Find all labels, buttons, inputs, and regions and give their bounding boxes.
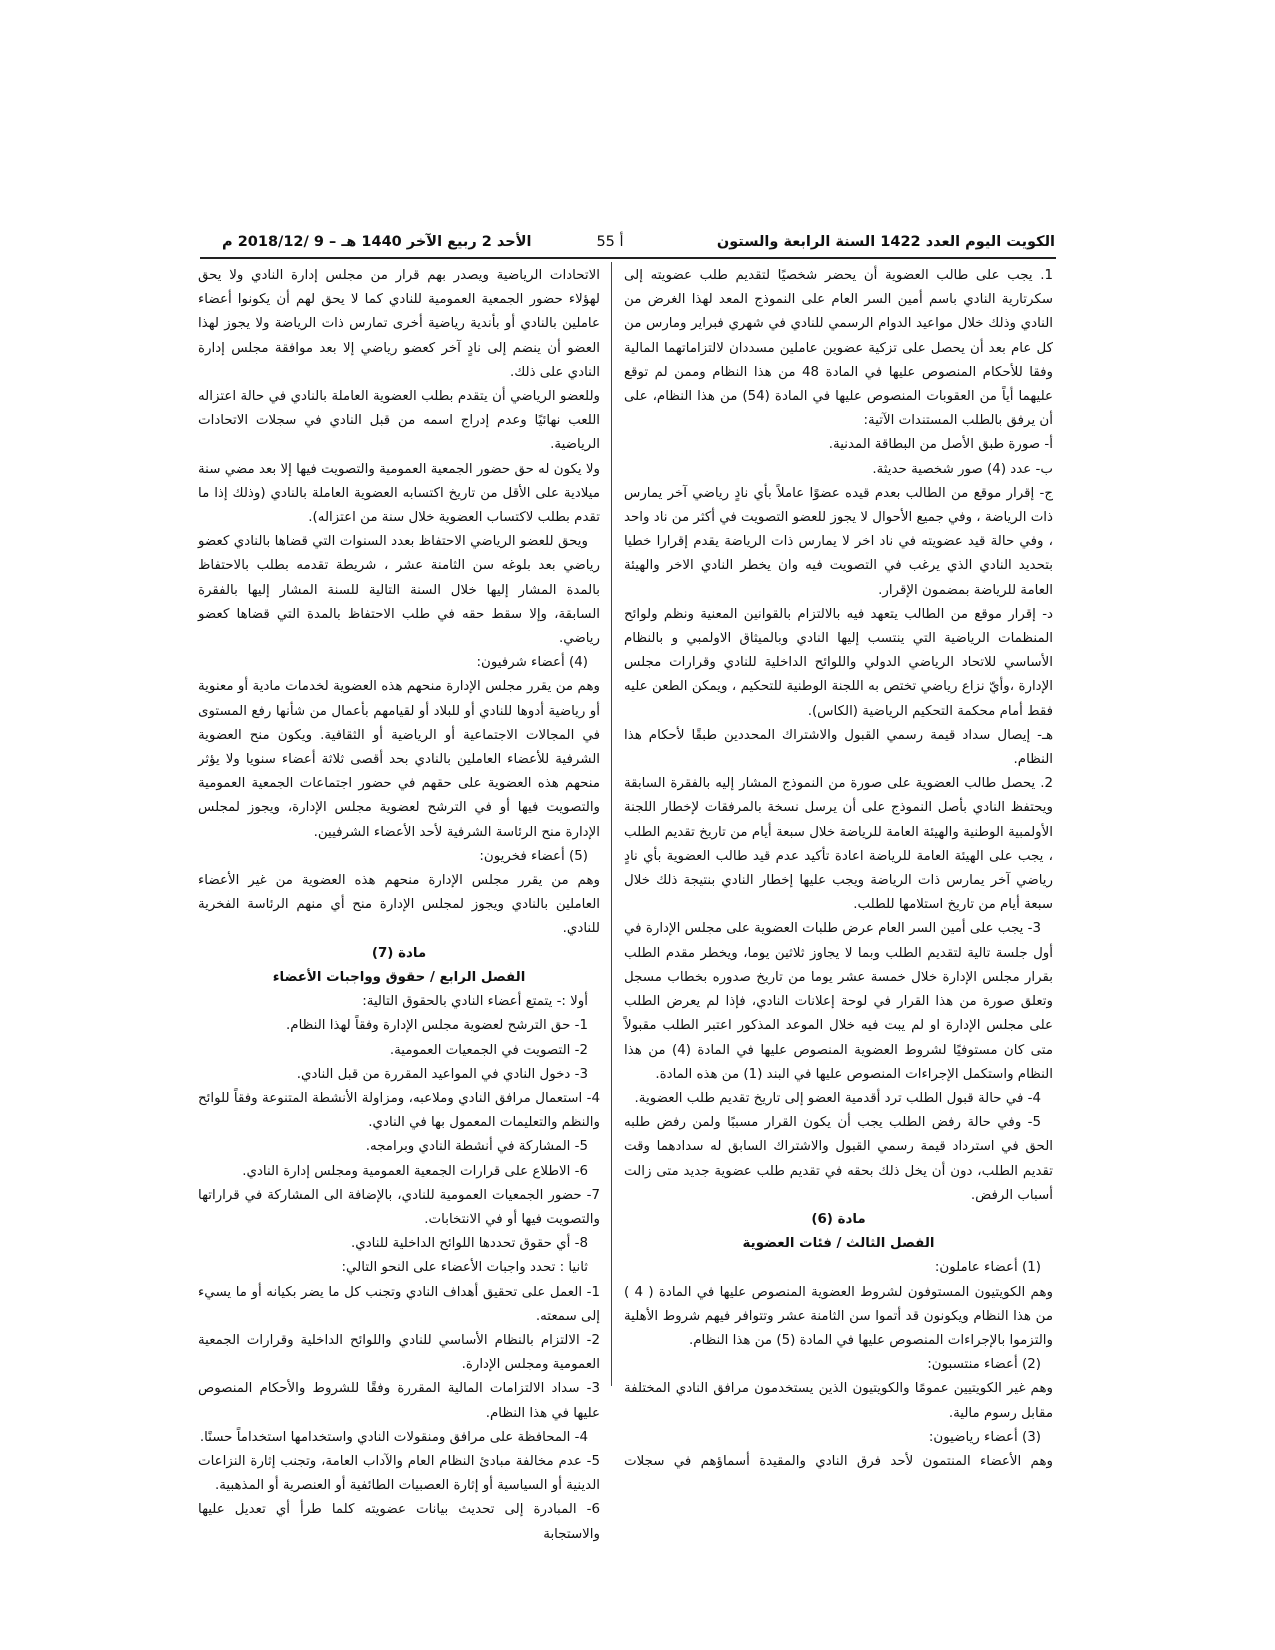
list-item: 3- دخول النادي في المواعيد المقررة من قبل النادي. xyxy=(296,1066,588,1082)
list-item: ب- عدد (4) صور شخصية حديثة. xyxy=(872,461,1053,477)
section-heading: ثانيا : تحدد واجبات الأعضاء على النحو التالي: xyxy=(341,1260,588,1276)
clause-paragraph: ولا يكون له حق حضور الجمعية العمومية والتصويت فيها إلا بعد مضي سنة ميلادية على الأقل من تاريخ اكتسابه العضوية العاملة بالنادي (وذلك إذا ما تقدم بطلب لاكتساب العضوية خلال سنة من اعتزاله). xyxy=(198,461,600,526)
list-item: 6- الاطلاع على قرارات الجمعية العمومية ومجلس إدارة النادي. xyxy=(242,1163,588,1179)
clause-paragraph: 5- وفي حالة رفض الطلب يجب أن يكون القرار مسببًا ولمن رفض طلبه الحق في استرداد قيمة رسمي القبول والاشتراك السابق له سدادهما وقت تقديم الطلب، دون أن يخل ذلك بحقه في تقديم طلب عضوية جديد متى زالت أسباب الرفض. xyxy=(624,1115,1053,1203)
clause-paragraph: وهم الكويتيون المستوفون لشروط العضوية المنصوص عليها في المادة ( 4 ) من هذا النظام ويكونون قد أتموا سن الثامنة عشر وتتوافر فيهم شروط الأهلية والتزموا بالإجراءات المنصوص عليها في المادة (5) من هذا النظام. xyxy=(624,1284,1053,1348)
list-item: 5- عدم مخالفة مبادئ النظام العام والآداب العامة، وتجنب إثارة النزاعات الدينية أو السياسية أو إثارة العصبيات الطائفية أو العنصرية أو المذهبية. xyxy=(198,1453,600,1494)
list-item: 4- استعمال مرافق النادي وملاعبه، ومزاولة الأنشطة المتنوعة وفقاً للوائح والنظم والتعليمات المعمول بها في النادي. xyxy=(198,1090,600,1131)
member-category-heading: (2) أعضاء منتسبون: xyxy=(927,1357,1041,1373)
issue-date: الأحد 2 ربيع الآخر 1440 هـ – 9 /2018/12 م xyxy=(222,234,532,250)
member-category-heading: (3) أعضاء رياضيون: xyxy=(928,1429,1041,1445)
left-column xyxy=(198,264,600,1547)
list-item: د- إقرار موقع من الطالب يتعهد فيه بالالتزام بالقوانين المعنية ونظم ولوائح المنظمات الرياضية التي ينتسب إليها النادي وبالميثاق الاولمبي و بالنظام الأساسي للاتحاد الرياضي الدولي واللوائح الداخلية للنادي وقرارات مجلس الإدارة ،وأيّ نزاع رياضي تختص به اللجنة الوطنية للتحكيم ، ويمكن الطعن عليه فقط أمام محكمة التحكيم الرياضية (الكاس). xyxy=(624,606,1053,719)
list-item: 3- سداد الالتزامات المالية المقررة وفقًا للشروط والأحكام المنصوص عليها في هذا النظام. xyxy=(198,1381,600,1421)
right-column xyxy=(624,264,1053,1474)
clause-paragraph: ويحق للعضو الرياضي الاحتفاظ بعدد السنوات التي قضاها بالنادي كعضو رياضي بعد بلوغه سن الثامنة عشر ، شريطة تقدمه بطلب بالاحتفاظ بالمدة المشار إليها خلال السنة التالية للسنة المشار إليها بالفقرة السابقة، وإلا سقط حقه في طلب الاحتفاظ بالمدة التي قضاها كعضو رياضي. xyxy=(198,534,600,647)
list-item: 1- حق الترشح لعضوية مجلس الإدارة وفقاً لهذا النظام. xyxy=(286,1018,588,1034)
member-category-heading: (5) أعضاء فخريون: xyxy=(479,848,588,864)
list-item: 8- أي حقوق تحددها اللوائح الداخلية للنادي. xyxy=(350,1236,588,1252)
article-heading: مادة (6) xyxy=(811,1211,866,1227)
list-item: ج- إقرار موقع من الطالب بعدم قيده عضوًا عاملاً بأي نادٍ رياضي آخر يمارس ذات الرياضة ، وفي جميع الأحوال لا يجوز للعضو التصويت في أكثر من ناد واحد ، وفي حالة قيد عضويته في ناد اخر لا يمارس ذات الرياضة يقدم إقرارا خطيا بتحديد النادي الذي يرغب في التصويت فيه وان يخطر النادي الاخر والهيئة العامة للرياضة بمضمون الإقرار. xyxy=(624,485,1053,598)
chapter-heading: الفصل الثالث / فئات العضوية xyxy=(742,1236,935,1252)
clause-paragraph: وللعضو الرياضي أن يتقدم بطلب العضوية العاملة بالنادي في حالة اعتزاله اللعب نهائيًا وعدم إدراج اسمه من قبل النادي في سجلات الاتحادات الرياضية. xyxy=(198,389,600,453)
column-divider xyxy=(611,262,612,1386)
page-number: أ 55 xyxy=(596,234,624,250)
list-item: 2- الالتزام بالنظام الأساسي للنادي واللوائح الداخلية وقرارات الجمعية العمومية ومجلس الإدارة. xyxy=(198,1332,600,1373)
clause-paragraph: الاتحادات الرياضية ويصدر بهم قرار من مجلس إدارة النادي ولا يحق لهؤلاء حضور الجمعية العمومية للنادي كما لا يحق لهم أن يكونوا أعضاء عاملين بالنادي أو بأندية رياضية أخرى تمارس ذات الرياضة ولا يجوز لهذا العضو أن ينضم إلى نادٍ آخر كعضو رياضي إلا بعد موافقة مجلس إدارة النادي على ذلك. xyxy=(198,268,600,380)
clause-paragraph: 2. يحصل طالب العضوية على صورة من النموذج المشار إليه بالفقرة السابقة ويحتفظ النادي بأصل النموذج على أن يرسل نسخة بالمرفقات لإخطار اللجنة الأولمبية الوطنية والهيئة العامة للرياضة خلال سبعة أيام من تاريخ تقديم الطلب ، يجب على الهيئة العامة للرياضة اعادة تأكيد عدم قيد طالب العضوية بأي نادٍ رياضي آخر يمارس ذات الرياضة ويجب عليها إخطار النادي بنتيجة ذلك خلال سبعة أيام من تاريخ استلامها للطلب. xyxy=(624,776,1053,913)
chapter-heading: الفصل الرابع / حقوق وواجبات الأعضاء xyxy=(272,969,526,985)
member-category-heading: (4) أعضاء شرفيون: xyxy=(476,655,588,671)
list-item: 5- المشاركة في أنشطة النادي وبرامجه. xyxy=(365,1139,588,1155)
list-item: أ- صورة طبق الأصل من البطاقة المدنية. xyxy=(828,437,1053,453)
page-header xyxy=(200,230,1055,256)
clause-paragraph: وهم من يقرر مجلس الإدارة منحهم هذه العضوية لخدمات مادية أو معنوية أو رياضية أدوها للنادي أو للبلاد أو لقيامهم بأعمال من شأنها رفع المستوى في المجالات الاجتماعية أو الرياضية أو الثقافية. ويكون منح العضوية الشرفية للأعضاء العاملين بالنادي بحد أقصى ثلاثة أعضاء سنويا ولا يؤثر منحهم هذه العضوية على حقهم في حضور اجتماعات الجمعية العمومية والتصويت فيها أو في الترشح لعضوية مجلس الإدارة، ويجوز لمجلس الإدارة منح الرئاسة الشرفية لأحد الأعضاء الشرفيين. xyxy=(198,679,600,840)
clause-paragraph: وهم الأعضاء المنتمون لأحد فرق النادي والمقيدة أسماؤهم في سجلات xyxy=(624,1453,1053,1469)
member-category-heading: (1) أعضاء عاملون: xyxy=(934,1260,1041,1276)
list-item: 7- حضور الجمعيات العمومية للنادي، بالإضافة الى المشاركة في قراراتها والتصويت فيها أو في الانتخابات. xyxy=(198,1187,600,1227)
clause-paragraph: وهم من يقرر مجلس الإدارة منحهم هذه العضوية من غير الأعضاء العاملين بالنادي ويجوز لمجلس الإدارة منح أي منهم الرئاسة الفخرية للنادي. xyxy=(198,873,600,937)
list-item: 6- المبادرة إلى تحديث بيانات عضويته كلما طرأ أي تعديل عليها والاستجابة xyxy=(198,1502,600,1542)
clause-paragraph: وهم غير الكويتيين عمومًا والكويتيون الذين يستخدمون مرافق النادي المختلفة مقابل رسوم مالية. xyxy=(624,1381,1053,1421)
list-item: هـ- إيصال سداد قيمة رسمي القبول والاشتراك المحددين طبقًا لأحكام هذا النظام. xyxy=(624,727,1053,768)
clause-paragraph: 3- يجب على أمين السر العام عرض طلبات العضوية على مجلس الإدارة في أول جلسة تالية لتقديم الطلب وبما لا يجاوز ثلاثين يوما، ويخطر مقدم الطلب بقرار مجلس الإدارة خلال خمسة عشر يوما من تاريخ صدوره بخطاب مسجل وتعلق صورة من هذا القرار في لوحة إعلانات النادي، فإذا لم يعرض الطلب على مجلس الإدارة او لم يبت فيه خلال الموعد المذكور اعتبر الطلب مقبولاً متى كان مستوفيًا لشروط العضوية المنصوص عليها في المادة (4) من هذا النظام واستكمل الإجراءات المنصوص عليها في البند (1) من هذه المادة. xyxy=(624,921,1054,1082)
section-heading: أولا :- يتمتع أعضاء النادي بالحقوق التالية: xyxy=(362,994,588,1010)
list-item: 1- العمل على تحقيق أهداف النادي وتجنب كل ما يضر بكيانه أو ما يسيء إلى سمعته. xyxy=(198,1284,600,1324)
article-heading: مادة (7) xyxy=(371,945,427,961)
clause-paragraph: 1. يجب على طالب العضوية أن يحضر شخصيًا لتقديم طلب عضويته إلى سكرتارية النادي باسم أمين السر العام على النموذج المعد لهذا الغرض من النادي وذلك خلال مواعيد الدوام الرسمي للنادي في شهري فبراير ومارس من كل عام بعد أن يحصل على تزكية عضوين عاملين مسددان لالتزاماتهما المالية وفقا للأحكام المنصوص عليها في المادة 48 من هذا النظام وممن لم توقع عليهما أياً من العقوبات المنصوص عليها في المادة (54) من هذا النظام، على أن يرفق بالطلب المستندات الآتية: xyxy=(624,268,1054,429)
issue-info: الكويت اليوم العدد 1422 السنة الرابعة والستون xyxy=(716,234,1055,250)
clause-paragraph: 4- في حالة قبول الطلب ترد أقدمية العضو إلى تاريخ تقديم طلب العضوية. xyxy=(634,1090,1041,1106)
header-rule xyxy=(200,257,1056,259)
list-item: 4- المحافظة على مرافق ومنقولات النادي واستخدامها استخداماً حسنًا. xyxy=(199,1429,588,1445)
list-item: 2- التصويت في الجمعيات العمومية. xyxy=(389,1042,588,1058)
